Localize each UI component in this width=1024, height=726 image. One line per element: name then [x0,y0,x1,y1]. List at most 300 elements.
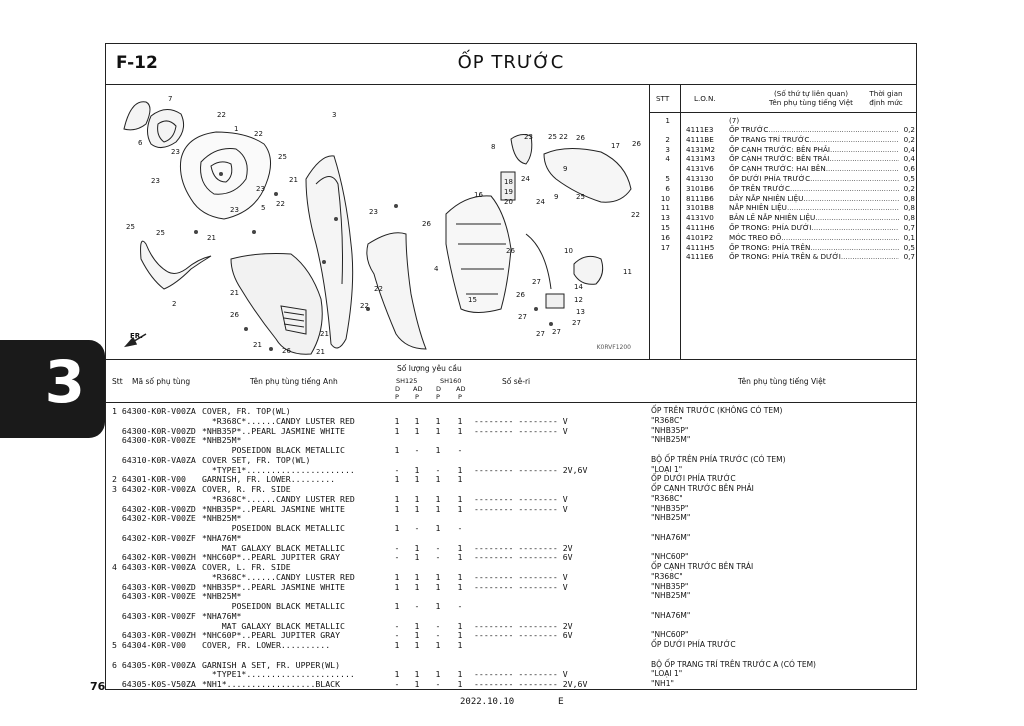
ref-time: 0,5 [899,243,915,252]
callout-26e: 26 [422,220,431,228]
header-name-en: Tên phụ tùng tiếng Anh [250,377,338,386]
ref-header-divider [650,112,916,113]
ref-lon: 3101B8 [686,203,714,213]
table-row [106,640,916,650]
ref-row [650,164,916,173]
part-number: 64300-K0R-V00ZE [112,435,196,446]
qty-sh160-d: 1 [435,571,441,582]
part-name-en: *NHB35P*..PEARL JASMINE WHITE [202,503,345,514]
part-number: 3 64302-K0R-V00ZA [112,484,196,494]
ref-lon: 4101P2 [686,232,714,242]
page-frame [105,43,917,690]
callout-15: 15 [468,296,477,304]
qty-sh125-d: - [394,620,400,631]
callout-18: 18 [504,178,513,186]
qty-sh160-d: - [435,542,441,553]
callout-6: 6 [138,139,143,147]
ref-time: 0,8 [899,213,915,222]
qty-sh160-ad: 1 [457,640,463,650]
ref-lon: 4131M3 [686,154,716,164]
qty-sh125-ad: 1 [414,415,420,426]
qty-sh160-ad: 1 [457,415,463,426]
callout-10: 10 [564,247,573,255]
ref-header-stt: STT [656,94,670,103]
callout-20: 20 [504,198,513,206]
callout-23f: 23 [524,133,533,141]
header-d2: D [436,385,442,393]
callout-13: 13 [576,308,585,316]
part-name-en: COVER, FR. TOP(WL) [202,406,291,416]
part-number: 64302-K0R-V00ZF [112,532,196,543]
qty-sh160-d: - [435,620,441,631]
table-row [106,562,916,572]
ref-header-time [860,89,912,107]
qty-sh160-ad: 1 [457,581,463,592]
ref-lon: 4131M2 [686,144,716,154]
part-number: 64302-K0R-V00ZE [112,513,196,524]
ref-header-line1: (Số thứ tự liên quan) [773,89,849,98]
ref-lon: 4111BE [686,134,714,144]
serial: -------- -------- V [474,571,568,582]
callout-22b: 22 [254,130,263,138]
callout-23d: 23 [230,206,239,214]
footer-code: E [558,697,564,707]
table-row [106,513,916,523]
table-row [106,591,916,601]
callout-22: 22 [217,111,226,119]
serial: -------- -------- V [474,425,568,436]
part-name-vn: "R368C" [651,571,683,581]
ref-time: 0,7 [899,223,915,232]
ref-stt: 2 [665,134,670,144]
table-row [106,621,916,631]
callout-22f: 22 [559,133,568,141]
part-name-en: POSEIDON BLACK METALLIC [202,601,345,611]
ref-row [650,125,916,134]
qty-sh125-ad: 1 [414,620,420,631]
part-number: 2 64301-K0R-V00 [112,474,186,485]
qty-sh125-d: - [394,630,400,641]
qty-sh160-ad: 1 [457,679,463,689]
callout-26c: 26 [576,134,585,142]
callout-26b: 26 [282,347,291,355]
ref-stt: 3 [665,144,670,154]
callout-4: 4 [434,265,439,273]
serial: -------- -------- 6V [474,630,573,641]
qty-sh125-ad: 1 [414,503,420,514]
diagram-code: K0RVF1200 [596,344,631,351]
table-row [106,455,916,465]
callout-8: 8 [491,143,496,151]
ref-row [650,213,916,222]
ref-time: 0,4 [899,154,915,163]
part-name-en: *NHB25M* [202,591,242,602]
part-number: 64303-K0R-V00ZH [112,630,196,641]
footer-date: 2022.10.10 [460,697,515,707]
serial: -------- -------- 2V,6V [474,679,588,689]
part-name-en: COVER, R. FR. SIDE [202,484,291,494]
qty-sh125-ad: - [414,523,420,533]
ref-note: (7) [729,116,740,125]
qty-sh125-ad: 1 [414,679,420,689]
part-name-vn: "NHB25M" [651,435,691,445]
qty-sh125-d: 1 [394,415,400,426]
ref-stt: 17 [660,242,670,252]
ref-row [650,203,916,212]
ref-name: ỐP CẠNH TRƯỚC: HAI BÊN ..... [729,164,899,173]
ref-header-time2: định mức [869,98,903,107]
table-row [106,523,916,533]
callout-21c: 21 [230,289,239,297]
section-tab [0,340,105,438]
qty-sh160-d: 1 [435,601,441,611]
ref-name: ỐP TRONG: PHÍA TRÊN & DƯỚI ..... [729,252,899,261]
callout-12: 12 [574,296,583,304]
qty-sh125-d: - [394,542,400,553]
table-row [106,426,916,436]
part-number: 64305-K0S-V50ZA [112,679,196,689]
part-name-vn: "LOẠI 1" [651,464,683,474]
qty-sh125-d: - [394,464,400,475]
table-row [106,474,916,484]
qty-sh160-ad: 1 [457,630,463,641]
qty-sh160-d: - [435,552,441,563]
part-name-vn: BỘ ỐP TRÊN PHÍA TRƯỚC (CÓ TEM) [651,454,786,464]
serial: -------- -------- 2V,6V [474,464,588,475]
callout-27: 27 [532,278,541,286]
callout-23c: 23 [256,185,265,193]
ref-name: ỐP TRONG: PHÍA DƯỚI ..... [729,223,899,232]
ref-stt: 11 [660,203,670,213]
ref-name: ỐP TRONG: PHÍA TRÊN ..... [729,243,899,252]
part-name-vn: "NHB25M" [651,513,691,523]
header-model-sh125: SH125 [396,377,418,385]
callout-21d: 21 [253,341,262,349]
part-number: 64302-K0R-V00ZH [112,552,196,563]
ref-name: ỐP DƯỚI PHÍA TRƯỚC ..... [729,174,899,183]
part-name-en: *R368C*......CANDY LUSTER RED [202,415,355,426]
callout-17: 17 [611,142,620,150]
figure-title: ỐP TRƯỚC [457,52,565,73]
part-number: 1 64300-K0R-V00ZA [112,406,196,416]
part-name-vn: "NHB25M" [651,591,691,601]
callout-9b: 9 [563,165,568,173]
callout-26d: 26 [632,140,641,148]
qty-sh125-d: 1 [394,581,400,592]
qty-sh160-d: - [435,464,441,475]
table-row [106,533,916,543]
table-row [106,465,916,475]
ref-header-line2: Tên phụ tùng tiếng Việt [768,98,853,107]
ref-stt: 13 [660,213,670,223]
qty-sh125-d: 1 [394,669,400,680]
ref-row [650,194,916,203]
ref-row [650,223,916,232]
ref-row [650,243,916,252]
parts-table [106,359,916,690]
figure-header [106,44,916,85]
qty-sh160-d: - [435,679,441,689]
qty-sh160-ad: - [457,523,463,533]
qty-sh125-d: 1 [394,493,400,504]
header-serial: Số sê-ri [502,377,531,386]
qty-sh160-d: 1 [435,669,441,680]
parts-drawing [106,84,649,359]
part-number: 64303-K0R-V00ZE [112,591,196,602]
callout-23e: 23 [369,208,378,216]
qty-sh125-d: 1 [394,445,400,455]
part-number: 64303-K0R-V00ZF [112,610,196,621]
callout-26g: 26 [516,291,525,299]
part-name-en: POSEIDON BLACK METALLIC [202,445,345,455]
callout-22e: 22 [374,285,383,293]
ref-row [650,145,916,154]
ref-lon: 4131V0 [686,213,714,223]
qty-sh160-ad: - [457,445,463,455]
front-arrow-label: FR. [130,332,143,340]
callout-21: 21 [289,176,298,184]
qty-sh160-ad: 1 [457,503,463,514]
part-number: 4 64303-K0R-V00ZA [112,562,196,572]
part-name-en: *NHA76M* [202,532,242,543]
ref-name: ỐP TRÊN TRƯỚC ..... [729,184,899,193]
ref-lon: 413130 [686,174,714,183]
header-p3: P [436,393,440,401]
callout-26: 26 [230,311,239,319]
qty-sh125-ad: 1 [414,571,420,582]
table-row [106,572,916,582]
ref-row [650,135,916,144]
qty-sh160-ad: - [457,601,463,611]
ref-stt: 4 [665,154,670,164]
qty-sh160-d: 1 [435,445,441,455]
qty-sh125-ad: 1 [414,640,420,650]
ref-lon: 4111H5 [686,242,715,252]
ref-name: BẢN LỀ NẮP NHIÊN LIỆU ..... [729,213,899,222]
table-row [106,494,916,504]
callout-25c: 25 [156,229,165,237]
header-p2: P [415,393,419,401]
callout-21e: 21 [320,330,329,338]
reference-table [650,84,916,359]
ref-header-lon: L.O.N. [694,94,716,103]
ref-name: ỐP CẠNH TRƯỚC: BÊN TRÁI ..... [729,154,899,163]
serial: -------- -------- V [474,503,568,514]
table-row [106,630,916,640]
part-number: 5 64304-K0R-V00 [112,640,186,650]
part-name-vn: ỐP CẠNH TRƯỚC BÊN PHẢI [651,484,754,493]
ref-header-time1: Thời gian [869,89,903,98]
header-p1: P [395,393,399,401]
part-name-vn: "NHB35P" [651,503,689,513]
qty-sh160-ad: 1 [457,464,463,475]
header-p4: P [458,393,462,401]
table-row [106,416,916,426]
part-number: 64300-K0R-V00ZD [112,425,196,436]
part-name-en: *TYPE1*...................... [202,464,355,475]
callout-25: 25 [278,153,287,161]
table-row [106,660,916,670]
ref-lon: 4111H6 [686,223,715,232]
part-name-vn: "R368C" [651,493,683,503]
ref-row [650,174,916,183]
ref-stt: 10 [660,193,670,203]
part-name-en: *R368C*......CANDY LUSTER RED [202,493,355,504]
table-row [106,435,916,445]
qty-sh125-ad: 1 [414,542,420,553]
page-number: 76 [90,680,106,693]
ref-lon: 4111E3 [686,125,714,134]
qty-sh125-d: 1 [394,425,400,436]
part-number: 6 64305-K0R-V00ZA [112,659,196,670]
part-name-en: *NHB25M* [202,513,242,524]
ref-time: 0,2 [899,135,915,144]
callout-1: 1 [234,125,239,133]
serial: -------- -------- V [474,493,568,504]
callout-27b: 27 [518,313,527,321]
part-name-en: *NHA76M* [202,610,242,621]
part-name-en: *NHB25M* [202,435,242,446]
table-row [106,504,916,514]
ref-lon: 3101B6 [686,183,714,193]
qty-sh125-ad: 1 [414,464,420,475]
ref-time: 0,2 [899,125,915,134]
callout-9: 9 [554,193,559,201]
part-name-en: *NH1*..................BLACK [202,679,341,689]
part-name-en: MAT GALAXY BLACK METALLIC [202,542,345,553]
qty-sh125-d: 1 [394,571,400,582]
part-number: 64310-K0R-VA0ZA [112,454,196,465]
ref-lon: 4111E6 [686,252,714,262]
ref-time: 0,8 [899,194,915,203]
callout-24b: 24 [536,198,545,206]
qty-sh160-ad: 1 [457,425,463,436]
part-name-en: *TYPE1*...................... [202,669,355,680]
ref-note-row [650,116,916,125]
qty-sh160-ad: 1 [457,493,463,504]
part-name-vn: "NHB35P" [651,425,689,435]
qty-sh160-d: 1 [435,493,441,504]
callout-25d: 25 [548,133,557,141]
part-name-en: MAT GALAXY BLACK METALLIC [202,620,345,631]
qty-sh160-d: 1 [435,415,441,426]
part-name-vn: ỐP DƯỚI PHÍA TRƯỚC [651,640,736,649]
callout-19: 19 [504,188,513,196]
callout-21b: 21 [207,234,216,242]
qty-sh125-d: 1 [394,523,400,533]
qty-sh125-d: - [394,552,400,563]
part-number: 64303-K0R-V00ZD [112,581,196,592]
ref-stt: 16 [660,232,670,242]
callout-16: 16 [474,191,483,199]
part-name-vn: "NHA76M" [651,610,691,620]
qty-sh125-ad: 1 [414,425,420,436]
part-name-en: *NHB35P*..PEARL JASMINE WHITE [202,581,345,592]
ref-name: MÓC TREO ĐỒ ..... [729,233,899,242]
callout-24: 24 [521,175,530,183]
ref-time: 0,2 [899,184,915,193]
ref-stt: 15 [660,223,670,232]
ref-time: 0,6 [899,164,915,173]
serial: -------- -------- V [474,669,568,680]
callout-2: 2 [172,300,177,308]
part-name-en: COVER, FR. LOWER.......... [202,640,331,650]
ref-stt: 1 [665,116,670,125]
part-name-en: GARNISH, FR. LOWER......... [202,474,336,485]
header-ad2: AD [456,385,466,393]
callout-3: 3 [332,111,337,119]
ref-name: ỐP TRANG TRÍ TRƯỚC ..... [729,135,899,144]
qty-sh125-ad: 1 [414,474,420,485]
callout-27d: 27 [552,328,561,336]
qty-sh160-d: 1 [435,523,441,533]
header-model-sh160: SH160 [440,377,462,385]
callout-22c: 22 [276,200,285,208]
ref-name: DÂY NẮP NHIÊN LIỆU ..... [729,194,899,203]
part-name-en: POSEIDON BLACK METALLIC [202,523,345,533]
qty-sh125-d: 1 [394,474,400,485]
qty-sh160-d: 1 [435,425,441,436]
qty-sh125-ad: - [414,601,420,611]
qty-sh160-d: 1 [435,474,441,485]
qty-sh125-ad: 1 [414,581,420,592]
qty-sh160-ad: 1 [457,552,463,563]
ref-name: NẮP NHIÊN LIỆU ..... [729,203,899,212]
ref-lon: 8111B6 [686,193,714,203]
part-name-vn: "NHB35P" [651,581,689,591]
part-name-vn: "NHC60P" [651,552,689,562]
ref-stt: 6 [665,183,670,193]
header-d1: D [395,385,401,393]
callout-23b: 23 [151,177,160,185]
callout-22g: 22 [631,211,640,219]
ref-time: 0,4 [899,145,915,154]
ref-header-name [746,89,876,107]
serial: -------- -------- 6V [474,552,573,563]
table-row [106,543,916,553]
table-row [106,650,916,660]
callout-25b: 25 [126,223,135,231]
callout-25e: 25 [576,193,585,201]
part-name-vn: ỐP TRÊN TRƯỚC (KHÔNG CÓ TEM) [651,406,783,415]
ref-name: ỐP TRƯỚC ..... [729,125,899,134]
table-row [106,445,916,455]
qty-sh160-d: 1 [435,503,441,514]
part-name-vn: BỘ ỐP TRANG TRÍ TRÊN TRƯỚC A (CÓ TEM) [651,659,816,669]
callout-26f: 26 [506,247,515,255]
callout-7: 7 [168,95,173,103]
qty-sh160-ad: 1 [457,669,463,680]
table-row [106,582,916,592]
qty-sh160-ad: 1 [457,571,463,582]
ref-stt: 5 [665,174,670,183]
figure-code: F-12 [116,53,158,73]
serial: -------- -------- 2V [474,620,573,631]
callout-14: 14 [574,283,583,291]
ref-lon: 4131V6 [686,164,714,174]
callout-22d: 22 [360,302,369,310]
section-number: 3 [44,348,85,416]
header-ad1: AD [413,385,423,393]
part-name-en: COVER SET, FR. TOP(WL) [202,454,311,465]
callout-11: 11 [623,268,632,276]
part-name-en: *NHC60P*..PEARL JUPITER GRAY [202,630,341,641]
table-row [106,669,916,679]
qty-sh125-d: 1 [394,503,400,514]
part-name-en: GARNISH A SET, FR. UPPER(WL) [202,659,341,670]
qty-sh125-ad: - [414,445,420,455]
serial: -------- -------- V [474,415,568,426]
